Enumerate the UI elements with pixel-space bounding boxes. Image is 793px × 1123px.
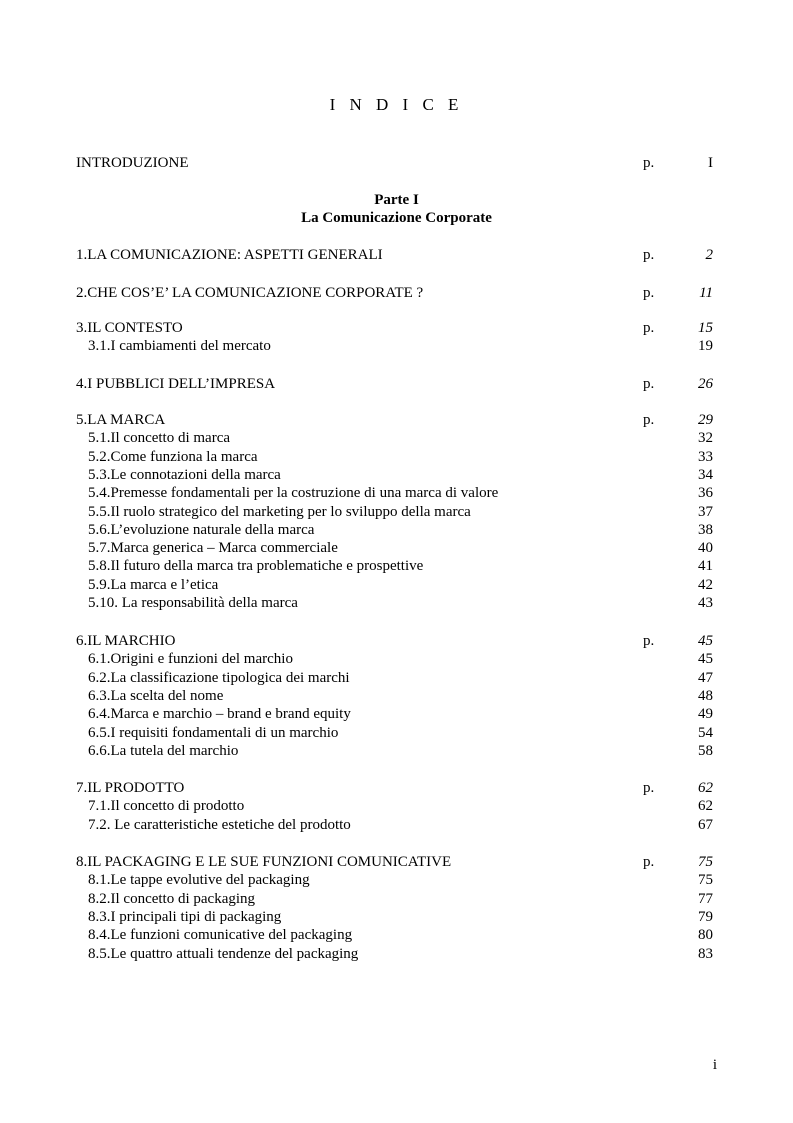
toc-subsection: [0, 538, 793, 558]
part-number: Parte I: [374, 192, 419, 208]
page-number: 41: [698, 558, 713, 575]
toc-subsection: [0, 556, 793, 576]
toc-subsection: [0, 704, 793, 724]
toc-subsection-label: 5.3.Le connotazioni della marca: [88, 466, 281, 483]
page-number: 40: [698, 540, 713, 557]
toc-subsection: [0, 428, 793, 448]
page-number: 43: [698, 595, 713, 611]
page-number: 54: [698, 724, 713, 741]
page-abbrev: p.: [643, 285, 655, 301]
page-number: 26: [698, 376, 713, 392]
page-number: 47: [698, 669, 713, 686]
page-number: 45: [698, 633, 713, 649]
toc-subsection: [0, 686, 793, 706]
toc-subsection-label: 6.2.La classificazione tipologica dei marchi: [88, 669, 350, 686]
toc-subsection: [0, 925, 793, 945]
page-number: 36: [698, 485, 713, 502]
page-number: 33: [698, 448, 713, 465]
toc-subsection-label: 5.7.Marca generica – Marca commerciale: [88, 540, 338, 557]
toc-chapter: [0, 318, 793, 338]
toc-chapter-label: 1.LA COMUNICAZIONE: ASPETTI GENERALI: [76, 247, 383, 263]
toc-subsection-label: 5.9.La marca e l’etica: [88, 576, 219, 593]
toc-subsection: [0, 593, 793, 613]
part-title: La Comunicazione Corporate: [301, 210, 492, 226]
toc-subsection-label: 3.1.I cambiamenti del mercato: [88, 338, 271, 355]
toc-subsection-label: 7.2. Le caratteristiche estetiche del prodotto: [88, 816, 351, 833]
toc-subsection-label: 6.4.Marca e marchio – brand e brand equity: [88, 706, 351, 723]
page-number: 62: [698, 798, 713, 815]
page-abbrev: p.: [643, 854, 655, 870]
toc-subsection-label: 6.5.I requisiti fondamentali di un marchio: [88, 724, 339, 741]
toc-chapter-label: 2.CHE COS’E’ LA COMUNICAZIONE CORPORATE ?: [76, 285, 424, 301]
page-number: 2: [705, 247, 713, 263]
toc-subsection-label: 8.5.Le quattro attuali tendenze del packaging: [88, 945, 359, 962]
toc-subsection-label: 5.5.Il ruolo strategico del marketing per lo sviluppo della marca: [88, 503, 471, 520]
toc-subsection: [0, 815, 793, 835]
toc-subsection-label: 7.1.Il concetto di prodotto: [88, 798, 245, 815]
page-title: I N D I C E: [329, 95, 464, 114]
toc-subsection: [0, 465, 793, 485]
page-number: 45: [698, 651, 713, 668]
toc-subsection-label: 8.2.Il concetto di packaging: [88, 890, 256, 907]
page-number: 75: [698, 854, 713, 870]
toc-subsection: [0, 723, 793, 743]
page-number: 19: [698, 338, 713, 355]
page-number: 77: [698, 890, 713, 907]
toc-subsection: [0, 668, 793, 688]
toc-chapter: [0, 852, 793, 872]
page-number: 49: [698, 706, 713, 723]
toc-subsection-label: 5.6.L’evoluzione naturale della marca: [88, 521, 315, 538]
toc-chapter-label: 6.IL MARCHIO: [76, 633, 176, 649]
toc-chapter-label: 3.IL CONTESTO: [76, 320, 183, 336]
toc-subsection-label: 5.4.Premesse fondamentali per la costruzione di una marca di valore: [88, 485, 499, 502]
page-number: 15: [698, 320, 713, 336]
page-folio: i: [712, 1057, 717, 1073]
page-number: 42: [698, 576, 713, 593]
page-number: 29: [698, 412, 713, 428]
page-number: 32: [698, 430, 713, 447]
page-number: 80: [698, 927, 713, 944]
toc-subsection: [0, 336, 793, 356]
page-number: 75: [698, 872, 713, 889]
toc-chapter: [0, 245, 793, 265]
toc-subsection: [0, 575, 793, 595]
toc-subsection: [0, 796, 793, 816]
toc-subsection: [0, 907, 793, 927]
page-number: 34: [698, 466, 713, 483]
toc-subsection-label: 6.1.Origini e funzioni del marchio: [88, 651, 293, 668]
toc-chapter: [0, 374, 793, 394]
page-number: 67: [698, 816, 713, 833]
page-number: 48: [698, 687, 713, 704]
toc-subsection-label: 8.4.Le funzioni comunicative del packaging: [88, 927, 353, 944]
toc-subsection: [0, 502, 793, 522]
page-abbrev: p.: [643, 412, 655, 428]
toc-chapter-label: 5.LA MARCA: [76, 412, 166, 428]
toc-subsection: [0, 870, 793, 890]
toc-subsection: [0, 649, 793, 669]
toc-chapter: [0, 778, 793, 798]
toc-chapter: [0, 631, 793, 651]
toc-subsection-label: 8.1.Le tappe evolutive del packaging: [88, 872, 310, 889]
page-abbrev: p.: [643, 780, 655, 796]
page-abbrev: p.: [643, 633, 655, 649]
toc-subsection: [0, 889, 793, 909]
page-number: 58: [698, 742, 713, 759]
page-number: 79: [698, 908, 713, 925]
toc-subsection-label: 8.3.I principali tipi di packaging: [88, 908, 282, 925]
toc-subsection-label: 5.10. La responsabilità della marca: [88, 595, 298, 611]
page-abbrev: p.: [643, 320, 655, 336]
page-number: 38: [698, 521, 713, 538]
toc-subsection: [0, 483, 793, 503]
toc-chapter-label: 4.I PUBBLICI DELL’IMPRESA: [76, 376, 276, 392]
toc-subsection-label: 6.3.La scelta del nome: [88, 687, 224, 704]
toc-subsection-label: 5.2.Come funziona la marca: [88, 448, 258, 465]
toc-chapter: [0, 410, 793, 430]
page-abbrev: p.: [643, 376, 655, 392]
toc-entry-introduction: [0, 153, 793, 173]
toc-subsection-label: 5.1.Il concetto di marca: [88, 430, 231, 447]
page-number: I: [708, 155, 713, 171]
toc-subsection-label: 5.8.Il futuro della marca tra problematiche e prospettive: [88, 558, 424, 575]
page-number: 37: [698, 503, 713, 520]
toc-chapter-label: 8.IL PACKAGING E LE SUE FUNZIONI COMUNICATIVE: [76, 854, 452, 870]
toc-subsection: [0, 520, 793, 540]
page-number: 62: [698, 780, 713, 796]
toc-chapter-label: 7.IL PRODOTTO: [76, 780, 185, 796]
page-number: 11: [699, 285, 713, 301]
toc-subsection: [0, 447, 793, 467]
page-abbrev: p.: [643, 247, 655, 263]
toc-subsection-label: 6.6.La tutela del marchio: [88, 742, 239, 759]
toc-chapter: [0, 283, 793, 303]
page-number: 83: [698, 945, 713, 962]
toc-subsection: [0, 944, 793, 964]
toc-subsection: [0, 741, 793, 761]
toc-entry-label: INTRODUZIONE: [76, 155, 189, 171]
page-abbrev: p.: [643, 155, 655, 171]
